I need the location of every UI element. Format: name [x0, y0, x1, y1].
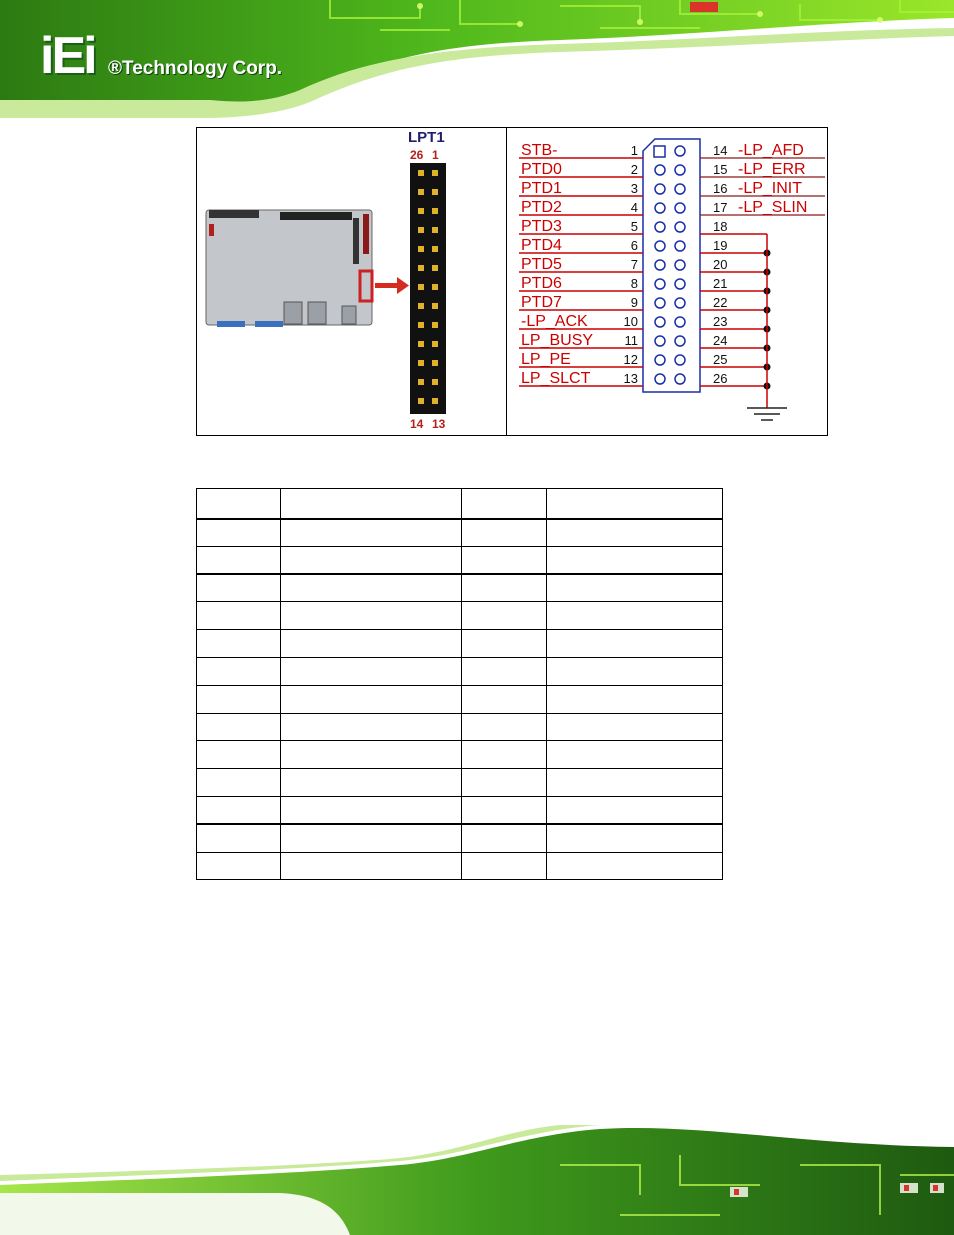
- board-illustration: [206, 210, 372, 327]
- figure-drawing: [197, 128, 829, 437]
- table-cell: [462, 630, 547, 658]
- header-banner: [0, 0, 954, 118]
- table-row: [197, 796, 723, 824]
- table-cell: [547, 824, 723, 852]
- header-pin: [418, 398, 424, 404]
- table-cell: [280, 852, 462, 880]
- table-cell: [280, 657, 462, 685]
- company-logo: [40, 27, 300, 85]
- left-signal-label: PTD1: [521, 180, 562, 197]
- table-row: [197, 519, 723, 547]
- logo-mark: iEi: [40, 27, 95, 85]
- header-pin: [418, 303, 424, 309]
- table-cell: [547, 796, 723, 824]
- table-cell: [462, 546, 547, 574]
- table-header-row: [197, 489, 723, 519]
- table-cell: [197, 796, 281, 824]
- header-pin: [418, 360, 424, 366]
- left-pin-number: 13: [623, 371, 638, 386]
- header-pin: [418, 227, 424, 233]
- right-signal-label: -LP_ERR: [738, 161, 806, 178]
- left-signal-label: PTD3: [521, 218, 562, 235]
- right-pin-number: 20: [713, 257, 728, 272]
- left-pin-number: 6: [630, 238, 638, 253]
- header-pin: [432, 208, 438, 214]
- header-pin: [418, 341, 424, 347]
- header-pin: [432, 284, 438, 290]
- header-pin: [432, 246, 438, 252]
- table-row: [197, 824, 723, 852]
- header-pin: [432, 189, 438, 195]
- table-cell: [280, 741, 462, 769]
- footer-pcb-background: [0, 1125, 954, 1235]
- connector-outline: [643, 139, 700, 392]
- header-pin: [432, 322, 438, 328]
- company-name: ®Technology Corp.: [108, 58, 283, 79]
- header-body: [410, 163, 446, 414]
- table-cell: [197, 824, 281, 852]
- right-pin-number: 17: [713, 200, 728, 215]
- right-pin-number: 22: [713, 295, 728, 310]
- table-cell: [197, 574, 281, 602]
- table-cell: [547, 741, 723, 769]
- header-pin: [418, 265, 424, 271]
- table-cell: [462, 685, 547, 713]
- right-pin-number: 23: [713, 314, 728, 329]
- left-signal-label: -LP_ACK: [521, 313, 588, 330]
- left-signal-label: PTD7: [521, 294, 562, 311]
- header-top-labels: [410, 148, 439, 162]
- header-pin: [418, 170, 424, 176]
- table-row: [197, 602, 723, 630]
- right-signal-label: -LP_INIT: [738, 180, 803, 197]
- table-header-cell: [280, 489, 462, 519]
- left-signal-label: PTD0: [521, 161, 562, 178]
- header-pin: [432, 398, 438, 404]
- table-cell: [462, 574, 547, 602]
- lpt1-connector-figure: [196, 127, 828, 436]
- table-cell: [547, 630, 723, 658]
- table-cell: [547, 602, 723, 630]
- table-cell: [197, 713, 281, 741]
- header-pin: [432, 265, 438, 271]
- left-pin-number: 4: [630, 200, 638, 215]
- left-signal-label: PTD6: [521, 275, 562, 292]
- table-cell: [280, 769, 462, 797]
- table-cell: [197, 630, 281, 658]
- table-row: [197, 713, 723, 741]
- pinout-table: [196, 488, 723, 880]
- table-header-cell: [547, 489, 723, 519]
- left-pin-number: 3: [630, 181, 638, 196]
- table-cell: [280, 630, 462, 658]
- table-cell: [197, 546, 281, 574]
- right-pin-number: 26: [713, 371, 728, 386]
- table-cell: [462, 602, 547, 630]
- header-top-label: 26: [410, 148, 424, 162]
- header-bottom-label: 14: [410, 417, 424, 431]
- header-pin: [418, 379, 424, 385]
- table-cell: [547, 769, 723, 797]
- left-pin-number: 9: [630, 295, 638, 310]
- table-cell: [197, 852, 281, 880]
- table-cell: [462, 741, 547, 769]
- table-cell: [462, 796, 547, 824]
- header-pin: [418, 322, 424, 328]
- table-header-cell: [462, 489, 547, 519]
- header-pin: [432, 227, 438, 233]
- left-signal-label: LP_BUSY: [521, 332, 594, 349]
- table-cell: [280, 519, 462, 547]
- right-pin-number: 15: [713, 162, 728, 177]
- table-cell: [280, 574, 462, 602]
- left-signal-label: PTD5: [521, 256, 562, 273]
- table-row: [197, 741, 723, 769]
- left-signal-label: PTD4: [521, 237, 562, 254]
- right-pin-number: 19: [713, 238, 728, 253]
- header-pin: [418, 208, 424, 214]
- table-cell: [197, 602, 281, 630]
- table-cell: [280, 685, 462, 713]
- table-cell: [280, 713, 462, 741]
- left-pin-number: 12: [623, 352, 638, 367]
- table-cell: [547, 657, 723, 685]
- header-pin: [432, 360, 438, 366]
- table-cell: [547, 519, 723, 547]
- table-header-cell: [197, 489, 281, 519]
- connector-title: LPT1: [408, 129, 445, 146]
- header-top-label: 1: [432, 148, 439, 162]
- right-pin-number: 18: [713, 219, 728, 234]
- table-cell: [462, 852, 547, 880]
- right-pin-number: 14: [713, 143, 728, 158]
- table-row: [197, 546, 723, 574]
- table-cell: [547, 685, 723, 713]
- table-cell: [280, 796, 462, 824]
- table-cell: [462, 713, 547, 741]
- left-pin-number: 7: [630, 257, 638, 272]
- table-cell: [462, 824, 547, 852]
- table-cell: [197, 519, 281, 547]
- header-pin: [418, 189, 424, 195]
- left-signal-label: LP_PE: [521, 351, 571, 368]
- header-pin: [418, 246, 424, 252]
- right-pin-number: 24: [713, 333, 728, 348]
- header-pin: [432, 379, 438, 385]
- table-cell: [547, 546, 723, 574]
- header-pin: [432, 341, 438, 347]
- right-pin-number: 16: [713, 181, 728, 196]
- table-cell: [197, 685, 281, 713]
- table-row: [197, 685, 723, 713]
- table-cell: [280, 602, 462, 630]
- header-bottom-labels: [410, 417, 446, 431]
- header-pin: [418, 284, 424, 290]
- right-pin-number: 21: [713, 276, 728, 291]
- table-cell: [462, 519, 547, 547]
- header-pin: [432, 170, 438, 176]
- right-signal-label: -LP_SLIN: [738, 199, 808, 216]
- table-cell: [197, 769, 281, 797]
- left-pin-number: 2: [630, 162, 638, 177]
- table-cell: [462, 769, 547, 797]
- table-cell: [547, 574, 723, 602]
- left-signal-label: STB-: [521, 142, 558, 159]
- pinout-schematic: [519, 139, 825, 420]
- table-cell: [280, 824, 462, 852]
- table-row: [197, 574, 723, 602]
- pin-header-strip: [410, 163, 446, 414]
- left-signal-label: LP_SLCT: [521, 370, 591, 387]
- left-pin-number: 8: [630, 276, 638, 291]
- table-cell: [197, 741, 281, 769]
- header-bottom-label: 13: [432, 417, 446, 431]
- left-pin-number: 1: [630, 143, 638, 158]
- table-cell: [462, 657, 547, 685]
- table-row: [197, 630, 723, 658]
- table-row: [197, 657, 723, 685]
- table-cell: [197, 657, 281, 685]
- pointer-arrow: [375, 277, 409, 294]
- table-cell: [547, 852, 723, 880]
- right-signal-label: -LP_AFD: [738, 142, 804, 159]
- left-signal-label: PTD2: [521, 199, 562, 216]
- footer-banner: [0, 1125, 954, 1235]
- table-cell: [547, 713, 723, 741]
- table-row: [197, 769, 723, 797]
- table-cell: [280, 546, 462, 574]
- right-pin-number: 25: [713, 352, 728, 367]
- left-pin-number: 11: [624, 333, 638, 348]
- left-pin-number: 10: [623, 314, 638, 329]
- table-row: [197, 852, 723, 880]
- header-pin: [432, 303, 438, 309]
- left-pin-number: 5: [630, 219, 638, 234]
